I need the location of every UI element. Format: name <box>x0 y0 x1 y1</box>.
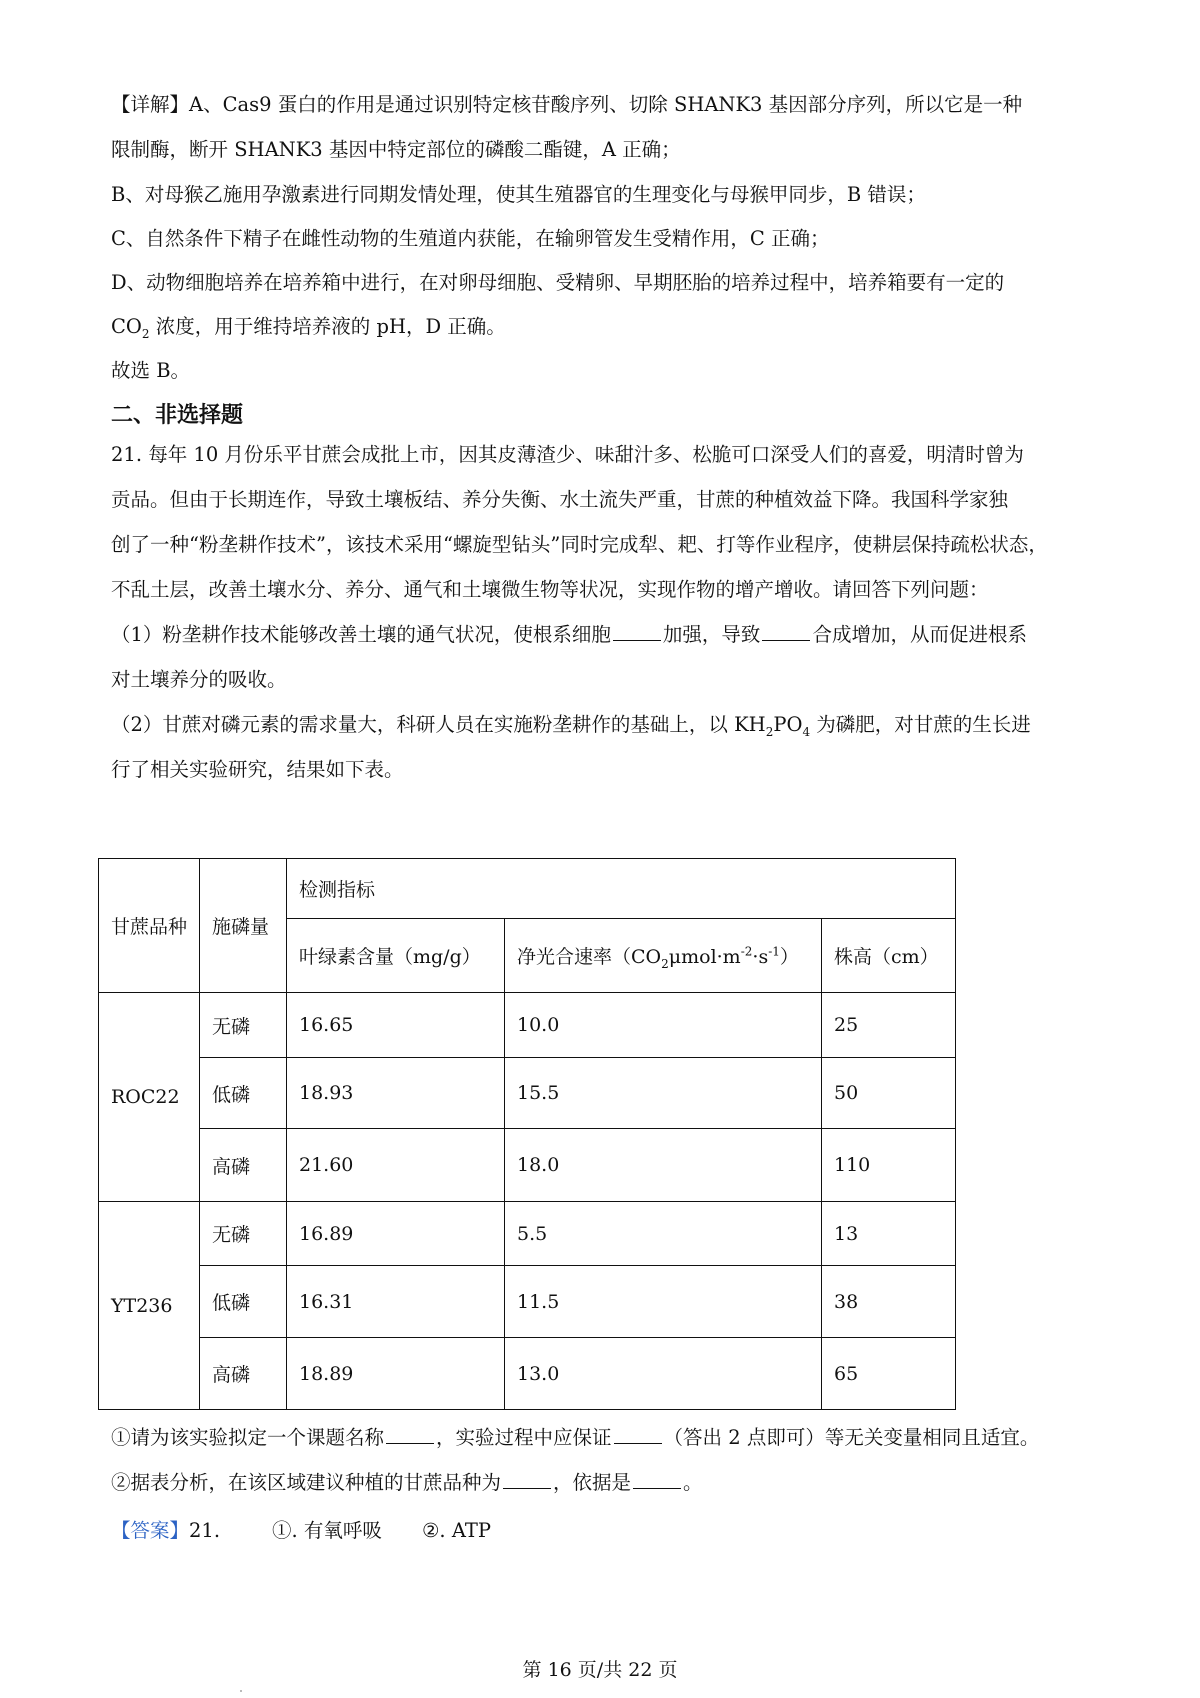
detail-line-3: B、对母猴乙施用孕激素进行同期发情处理，使其生殖器官的生理变化与母猴甲同步，B 错误； <box>111 183 926 206</box>
header-photosynthesis-rate: 净光合速率$(CO_2\mu mol\cdot m^{-2}\cdot s^{-1})$ <box>505 919 822 993</box>
phos-cell: 低磷 <box>200 1058 287 1129</box>
detail-line-1: 【详解】A、Cas9 蛋白的作用是通过识别特定核苷酸序列、切除 SHANK3 基因部分序列，所以它是一种 <box>111 93 1023 116</box>
height-cell: 65 <box>822 1338 956 1410</box>
table-row <box>99 1266 956 1338</box>
phos-cell: 低磷 <box>200 1266 287 1338</box>
chl-cell: 16.65 <box>287 993 505 1058</box>
q21-para-line-1: 21. 每年 10 月份乐平甘蔗会成批上市，因其皮薄渣少、味甜汁多、松脆可口深受人们的喜爱，明清时曾为 <box>111 443 1024 466</box>
answer-blank <box>614 1423 662 1444</box>
q21-item-1: ①请为该实验拟定一个课题名称 ，实验过程中应保证 （答出 2 点即可）等无关变量相同且适宜。 <box>111 1423 1101 1453</box>
height-cell: 38 <box>822 1266 956 1338</box>
detail-line-2: 限制酶，断开 SHANK3 基因中特定部位的磷酸二酯键，A 正确； <box>111 138 681 161</box>
answer-blank <box>762 620 810 641</box>
variety-cell: ROC22 <box>99 993 200 1202</box>
phos-cell: 高磷 <box>200 1129 287 1202</box>
section-title: 二、非选择题 <box>111 403 244 428</box>
answer-line: 【答案】21. ①. 有氧呼吸 ②. ATP <box>111 1519 491 1542</box>
table-row <box>99 993 956 1058</box>
q21-item-2: ②据表分析，在该区域建议种植的甘蔗品种为 ，依据是 。 <box>111 1468 1101 1498</box>
results-table <box>98 858 956 1410</box>
phos-cell: 无磷 <box>200 993 287 1058</box>
header-chlorophyll: 叶绿素含量（mg/g） <box>287 919 505 993</box>
q21-para-line-2: 贡品。但由于长期连作，导致土壤板结、养分失衡、水土流失严重，甘蔗的种植效益下降。我国科学家独 <box>111 488 1009 511</box>
answer-blank <box>503 1468 551 1489</box>
answer-1: ①. 有氧呼吸 <box>272 1519 382 1542</box>
height-cell: 110 <box>822 1129 956 1202</box>
header-phosphorus: 施磷量 <box>200 859 287 993</box>
detail-tag: 【详解】 <box>111 93 190 116</box>
table-row <box>99 1058 956 1129</box>
detail-line-7: 故选 B。 <box>111 359 191 382</box>
detail-line-5: D、动物细胞培养在培养箱中进行，在对卵母细胞、受精卵、早期胚胎的培养过程中，培养箱要有一定的 <box>111 271 1005 294</box>
phos-cell: 无磷 <box>200 1202 287 1266</box>
answer-2: ②. ATP <box>421 1519 491 1542</box>
chl-cell: 16.31 <box>287 1266 505 1338</box>
answer-blank <box>633 1468 681 1489</box>
answer-blank <box>613 620 661 641</box>
header-plant-height: 株高（cm） <box>822 919 956 993</box>
detail-line-4: C、自然条件下精子在雌性动物的生殖道内获能，在输卵管发生受精作用，C 正确； <box>111 227 830 250</box>
answer-blank <box>386 1423 434 1444</box>
table-row <box>99 1202 956 1266</box>
q21-sub1-line-2: 对土壤养分的吸收。 <box>111 668 287 691</box>
table-row <box>99 1129 956 1202</box>
rate-cell: 10.0 <box>505 993 822 1058</box>
chl-cell: 16.89 <box>287 1202 505 1266</box>
rate-cell: 15.5 <box>505 1058 822 1129</box>
chl-cell: 18.89 <box>287 1338 505 1410</box>
table-row <box>99 1338 956 1410</box>
height-cell: 25 <box>822 993 956 1058</box>
height-cell: 13 <box>822 1202 956 1266</box>
q21-para-line-3: 创了一种“粉垄耕作技术”，该技术采用“螺旋型钻头”同时完成犁、耙、打等作业程序，使耕层保持疏松状态， <box>111 533 1048 556</box>
chl-cell: 21.60 <box>287 1129 505 1202</box>
header-variety: 甘蔗品种 <box>99 859 200 993</box>
rate-cell: 13.0 <box>505 1338 822 1410</box>
answer-tag: 【答案】 <box>111 1519 190 1542</box>
q21-para-line-4: 不乱土层，改善土壤水分、养分、通气和土壤微生物等状况，实现作物的增产增收。请回答下列问题： <box>111 578 989 601</box>
page-footer: 第 16 页/共 22 页 <box>522 1659 678 1681</box>
rate-cell: 18.0 <box>505 1129 822 1202</box>
q21-sub2-line-1: （2）甘蔗对磷元素的需求量大，科研人员在实施粉垄耕作的基础上，以 $KH_2PO_4$ 为磷肥，对甘蔗的生长进 <box>111 713 1031 739</box>
header-indicators: 检测指标 <box>287 859 956 919</box>
phos-cell: 高磷 <box>200 1338 287 1410</box>
scan-dot <box>240 1690 242 1692</box>
rate-cell: 5.5 <box>505 1202 822 1266</box>
chl-cell: 18.93 <box>287 1058 505 1129</box>
q21-sub2-line-2: 行了相关实验研究，结果如下表。 <box>111 758 404 781</box>
q21-sub1-line-1: （1）粉垄耕作技术能够改善土壤的通气状况，使根系细胞 加强，导致 合成增加，从而促进根系 <box>111 620 1101 650</box>
variety-cell: YT236 <box>99 1202 200 1410</box>
detail-line-6: $CO_2$ 浓度，用于维持培养液的 pH，D 正确。 <box>111 315 506 341</box>
rate-cell: 11.5 <box>505 1266 822 1338</box>
height-cell: 50 <box>822 1058 956 1129</box>
